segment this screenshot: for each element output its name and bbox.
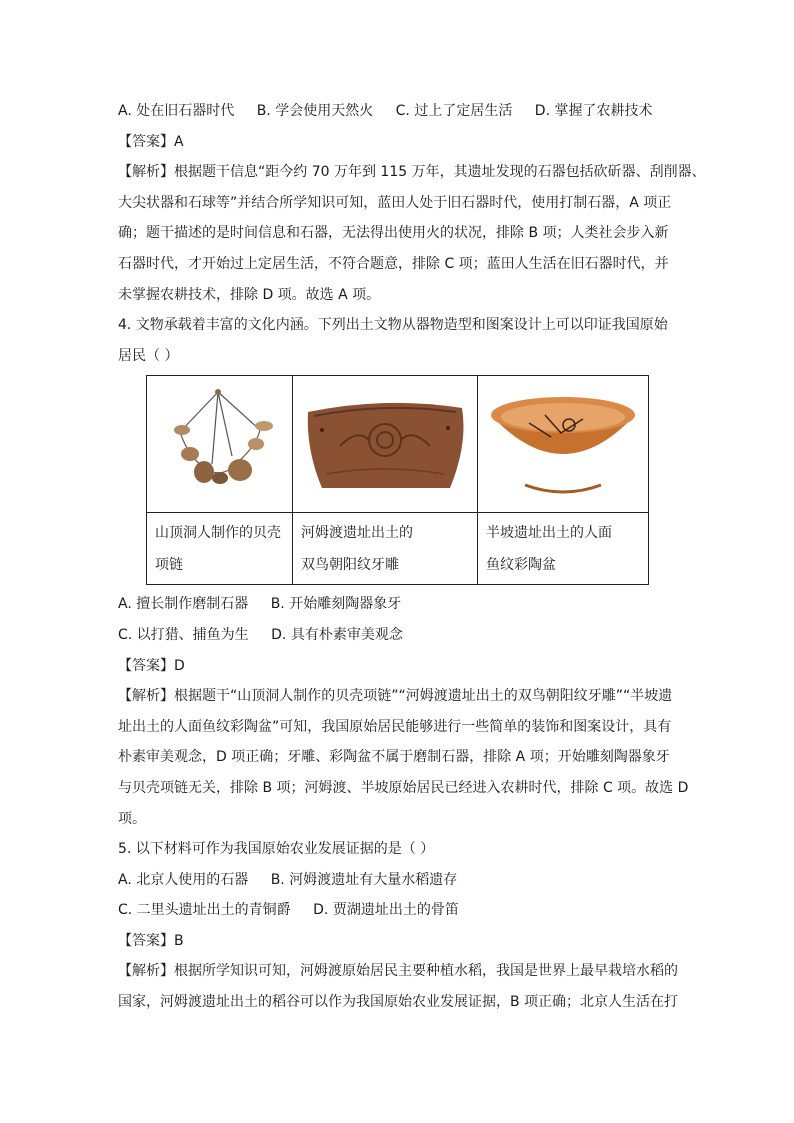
shell-necklace-icon — [160, 384, 280, 504]
q4-option-a[interactable]: A. 擅长制作磨制石器 — [118, 596, 249, 613]
q4-stem-line: 4. 文物承载着丰富的文化内涵。下列出土文物从器物造型和图案设计上可以印证我国原始 — [118, 317, 668, 334]
q3-analysis-line: 未掌握农耕技术，排除 D 项。故选 A 项。 — [118, 286, 381, 303]
q5-answer: 【答案】B — [118, 932, 184, 949]
q4-options-row — [118, 589, 676, 620]
q3-answer: 【答案】A — [118, 133, 184, 150]
q3-analysis-line: 确；题干描述的是时间信息和石器，无法得出使用火的状况，排除 B 项；人类社会步入新 — [118, 225, 669, 242]
q3-option-a[interactable]: A. 处在旧石器时代 — [118, 103, 235, 119]
pottery-basin-icon — [485, 389, 641, 499]
q5-option-a[interactable]: A. 北京人使用的石器 — [118, 871, 249, 888]
q4-option-d[interactable]: D. 具有朴素审美观念 — [271, 626, 403, 643]
caption-pottery-basin: 半坡遗址出土的人面 鱼纹彩陶盆 — [478, 513, 649, 585]
q4-analysis-line: 址出土的人面鱼纹彩陶盆”可知，我国原始居民能够进行一些简单的装饰和图案设计，具有 — [118, 718, 672, 735]
q3-options — [118, 96, 676, 127]
q3-option-c[interactable]: C. 过上了定居生活 — [395, 103, 513, 119]
q5-stem: 5. 以下材料可作为我国原始农业发展证据的是（ ） — [118, 841, 435, 858]
q5-option-c[interactable]: C. 二里头遗址出土的青铜爵 — [118, 902, 291, 919]
q4-option-c[interactable]: C. 以打猎、捕鱼为生 — [118, 626, 249, 643]
caption-ivory-carving: 河姆渡遗址出土的 双鸟朝阳纹牙雕 — [293, 513, 478, 585]
painted-pottery-basin-image — [478, 376, 649, 513]
shell-necklace-image — [147, 376, 293, 513]
q4-analysis-line: 与贝壳项链无关，排除 B 项；河姆渡、半坡原始居民已经进入农耕时代，排除 C 项。故选 D — [118, 779, 689, 796]
document-page — [118, 96, 706, 1018]
q4-analysis-line: 项。 — [118, 810, 146, 827]
q4-stem-line: 居民（ ） — [118, 347, 179, 364]
q4-answer: 【答案】D — [118, 657, 185, 674]
q3-option-d[interactable]: D. 掌握了农耕技术 — [534, 103, 653, 119]
q5-analysis-line: 国家，河姆渡遗址出土的稻谷可以作为我国原始农业发展证据，B 项正确；北京人生活在打 — [118, 994, 679, 1011]
ivory-carving-icon — [300, 394, 470, 494]
caption-shell-necklace: 山顶洞人制作的贝壳 项链 — [147, 513, 293, 585]
q5-options-row — [118, 865, 676, 896]
q4-option-b[interactable]: B. 开始雕刻陶器象牙 — [270, 596, 402, 613]
q5-option-b[interactable]: B. 河姆渡遗址有大量水稻遗存 — [270, 871, 458, 888]
q5-analysis-line: 【解析】根据所学知识可知，河姆渡原始居民主要种植水稻，我国是世界上最早栽培水稻的 — [118, 963, 678, 980]
q4-options-row — [118, 620, 676, 651]
q3-analysis-line: 石器时代，才开始过上定居生活，不符合题意，排除 C 项；蓝田人生活在旧石器时代，并 — [118, 255, 669, 272]
ivory-carving-image — [293, 376, 478, 513]
q3-analysis-line: 大尖状器和石球等”并结合所学知识可知，蓝田人处于旧石器时代，使用打制石器，A 项正 — [118, 194, 672, 211]
q3-analysis-line: 【解析】根据题干信息“距今约 70 万年到 115 万年，其遗址发现的石器包括砍斫器、刮削器、 — [118, 164, 706, 181]
q4-analysis-line: 【解析】根据题干“山顶洞人制作的贝壳项链”“河姆渡遗址出土的双鸟朝阳纹牙雕”“半坡遗 — [118, 688, 673, 705]
q3-option-b[interactable]: B. 学会使用天然火 — [256, 103, 374, 119]
q4-analysis-line: 朴素审美观念，D 项正确；牙雕、彩陶盆不属于磨制石器，排除 A 项；开始雕刻陶器象牙 — [118, 749, 670, 766]
relics-table — [146, 375, 649, 585]
q5-option-d[interactable]: D. 贾湖遗址出土的骨笛 — [313, 902, 459, 919]
q5-options-row — [118, 895, 676, 926]
